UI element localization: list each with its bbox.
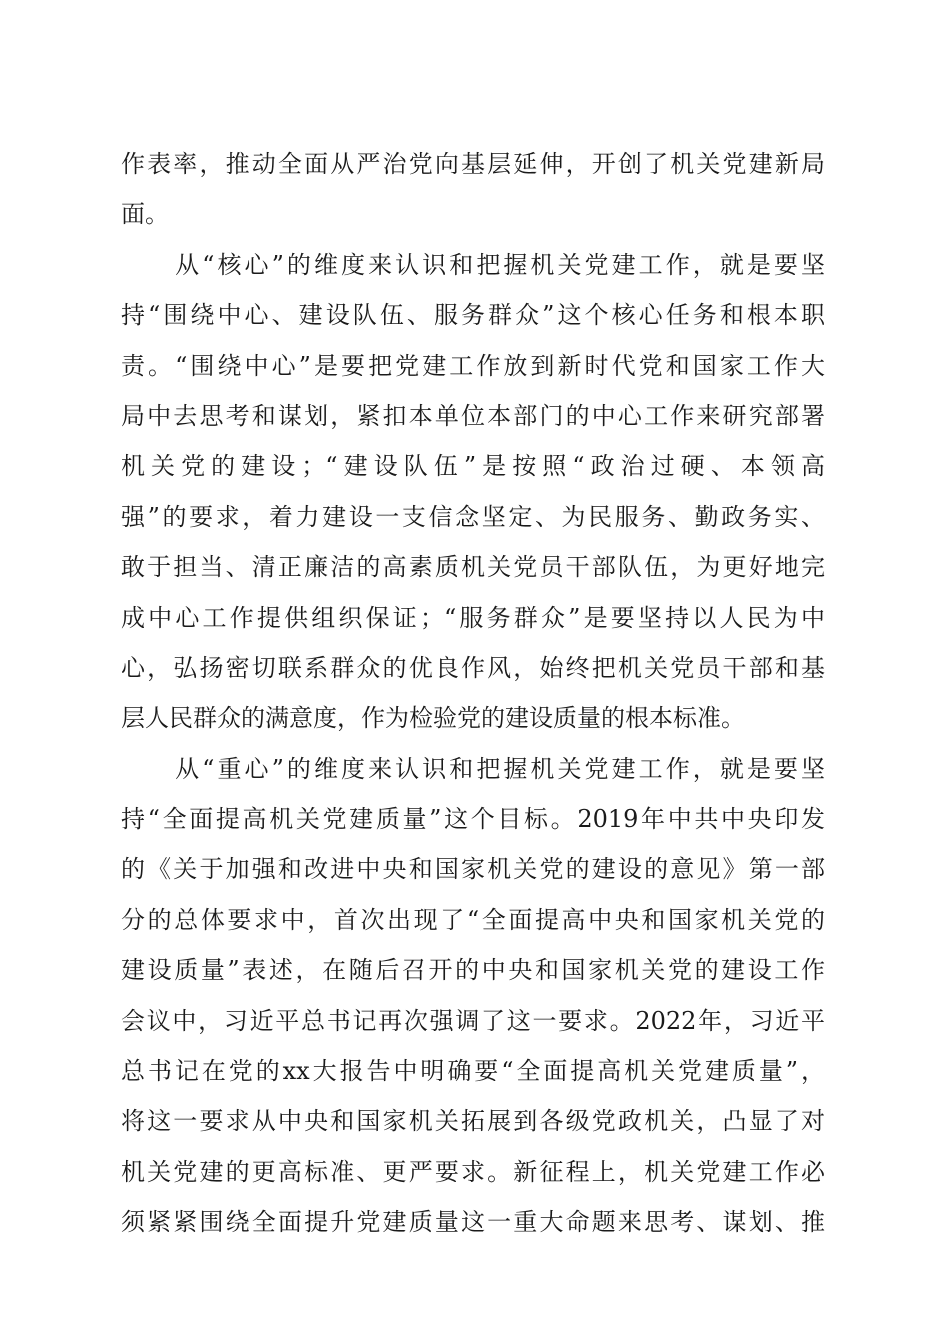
text-line-5: 责。“围绕中心”是要把党建工作放到新时代党和国家工作大	[121, 351, 825, 380]
text-line-20: 将这一要求从中央和国家机关拓展到各级党政机关，凸显了对	[121, 1107, 825, 1136]
text-line-17: 建设质量”表述，在随后召开的中央和国家机关党的建设工作	[121, 956, 825, 985]
text-line-12: 层人民群众的满意度，作为检验党的建设质量的根本标准。	[121, 704, 745, 733]
text-line-9: 敢于担当、清正廉洁的高素质机关党员干部队伍，为更好地完	[121, 553, 825, 582]
document-body	[121, 139, 825, 1248]
text-line-8: 强”的要求，着力建设一支信念坚定、为民服务、勤政务实、	[121, 502, 825, 531]
text-line-22: 须紧紧围绕全面提升党建质量这一重大命题来思考、谋划、推	[121, 1208, 825, 1237]
text-line-4: 持“围绕中心、建设队伍、服务群众”这个核心任务和根本职	[121, 301, 825, 330]
text-line-1: 作表率，推动全面从严治党向基层延伸，开创了机关党建新局	[121, 150, 825, 178]
text-line-19: 总书记在党的xx大报告中明确要“全面提高机关党建质量”，	[121, 1057, 825, 1086]
text-line-21: 机关党建的更高标准、更严要求。新征程上，机关党建工作必	[121, 1157, 825, 1186]
text-line-10: 成中心工作提供组织保证；“服务群众”是要坚持以人民为中	[121, 603, 825, 632]
text-line-2: 面。	[121, 200, 169, 229]
text-line-11: 心，弘扬密切联系群众的优良作风，始终把机关党员干部和基	[121, 653, 825, 682]
text-line-13: 从“重心”的维度来认识和把握机关党建工作，就是要坚	[121, 754, 825, 783]
text-line-16: 分的总体要求中，首次出现了“全面提高中央和国家机关党的	[121, 905, 825, 934]
text-line-14: 持“全面提高机关党建质量”这个目标。2019年中共中央印发	[121, 805, 825, 834]
text-line-6: 局中去思考和谋划，紧扣本单位本部门的中心工作来研究部署	[121, 401, 825, 430]
text-line-7: 机关党的建设；“建设队伍”是按照“政治过硬、本领高	[121, 452, 825, 481]
text-line-3: 从“核心”的维度来认识和把握机关党建工作，就是要坚	[121, 250, 825, 279]
text-line-15: 的《关于加强和改进中央和国家机关党的建设的意见》第一部	[121, 855, 825, 884]
text-line-18: 会议中，习近平总书记再次强调了这一要求。2022年，习近平	[121, 1006, 825, 1035]
